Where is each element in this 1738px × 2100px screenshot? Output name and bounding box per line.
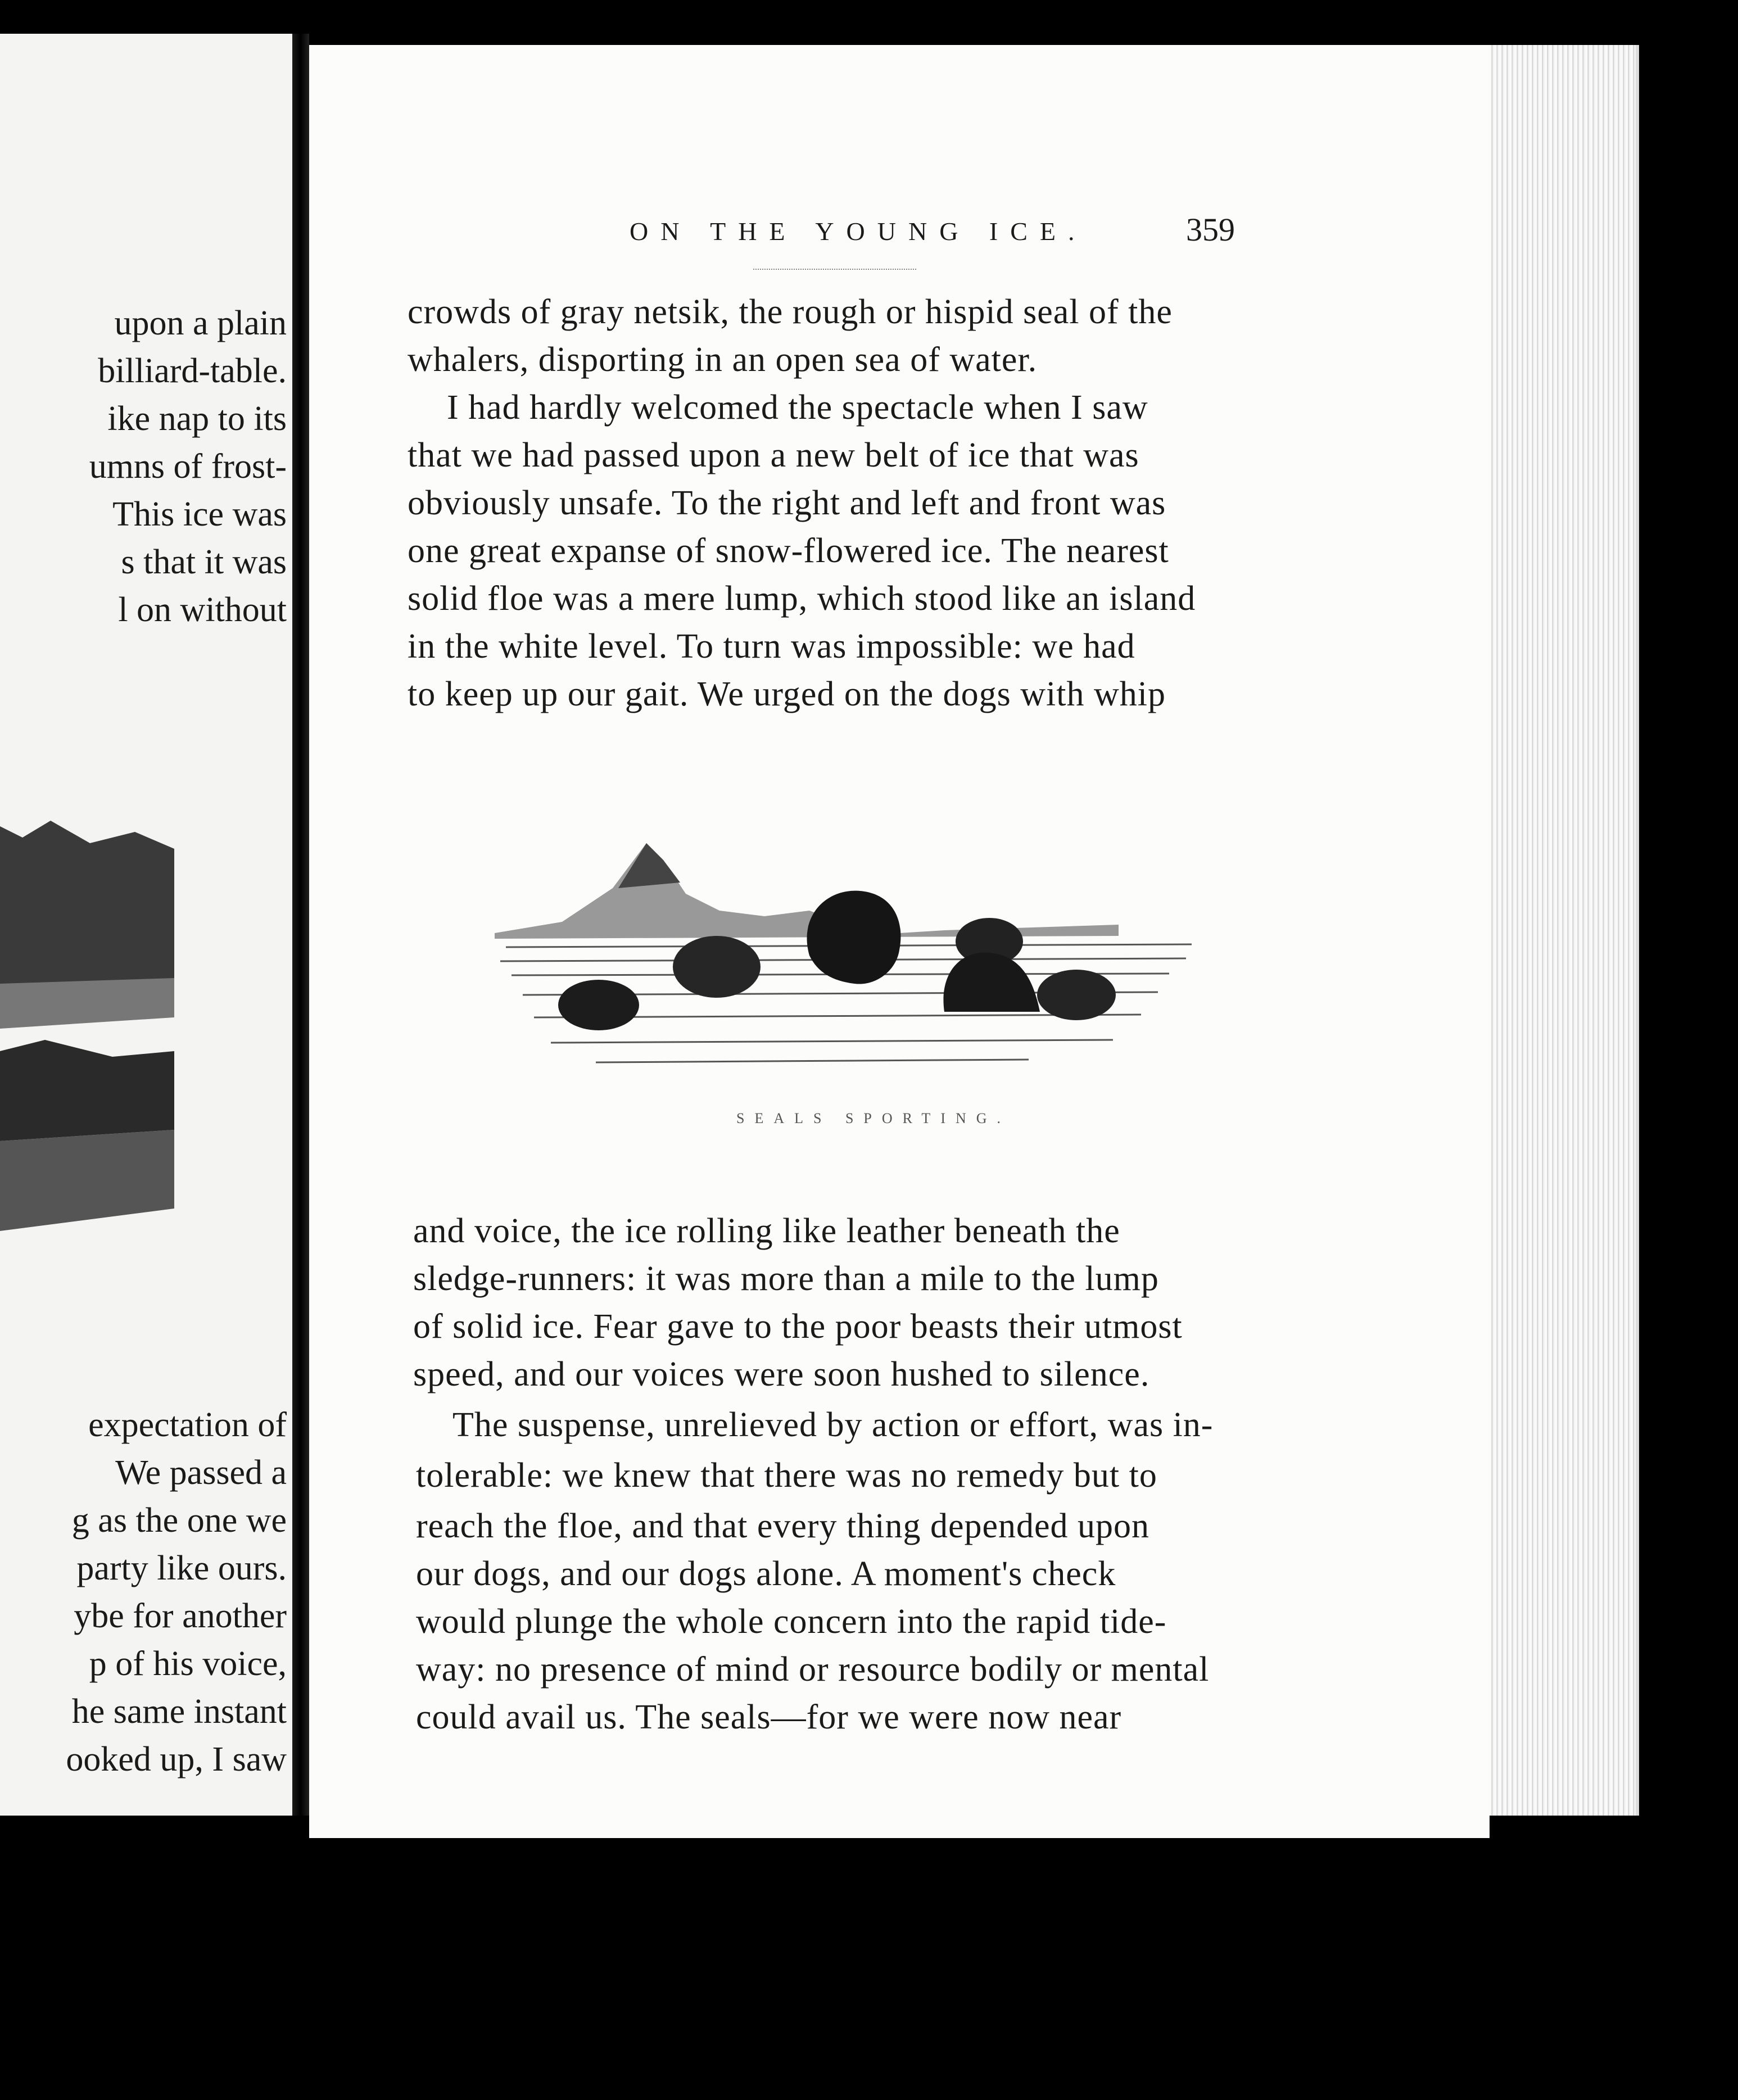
page-number: 359 [1186,211,1235,248]
seals-sporting-engraving [495,826,1197,1090]
left-text-line: expectation of [88,1406,287,1444]
body-text-line: whalers, disporting in an open sea of water. [408,341,1038,379]
left-page [0,34,292,1816]
body-text-line: of solid ice. Fear gave to the poor beasts their utmost [413,1307,1183,1346]
book-gutter [292,34,309,1816]
body-text-line: our dogs, and our dogs alone. A moment's check [416,1555,1116,1593]
body-text-line: The suspense, unrelieved by action or effort, was in- [452,1406,1214,1444]
left-text-line: upon a plain [114,304,287,342]
body-text-line: and voice, the ice rolling like leather beneath the [413,1212,1120,1250]
body-text-line: way: no presence of mind or resource bodily or mental [416,1650,1210,1689]
left-text-line: p of his voice, [89,1645,287,1683]
page-edges [1490,45,1639,1816]
body-text-line: in the white level. To turn was impossible: we had [408,627,1135,666]
left-text-line: This ice was [112,495,287,533]
left-text-line: billiard-table. [98,352,287,390]
illustration-caption: SEALS SPORTING. [736,1110,1011,1126]
left-text-line: l on without [118,591,287,629]
left-text-line: g as the one we [71,1501,287,1540]
left-text-line: he same instant [71,1692,287,1731]
running-head: ON THE YOUNG ICE. [630,217,1087,246]
left-text-line: party like ours. [76,1549,287,1587]
left-text-line: ike nap to its [107,400,287,438]
left-text-line: s that it was [121,543,287,581]
left-text-line: ooked up, I saw [66,1740,287,1778]
body-text-line: would plunge the whole concern into the rapid tide- [416,1603,1167,1641]
body-text-line: I had hardly welcomed the spectacle when I saw [447,388,1148,427]
body-text-line: that we had passed upon a new belt of ice that was [408,436,1139,474]
body-text-line: sledge-runners: it was more than a mile to the lump [413,1260,1159,1298]
left-engraving-fragment [0,815,174,1253]
body-text-line: reach the floe, and that every thing depended upon [416,1507,1150,1545]
body-text-line: one great expanse of snow-flowered ice. The nearest [408,532,1169,570]
left-text-line: umns of frost- [89,447,287,486]
header-rule [753,269,916,270]
body-text-line: obviously unsafe. To the right and left and front was [408,484,1166,522]
body-text-line: speed, and our voices were soon hushed to silence. [413,1355,1150,1393]
body-text-line: crowds of gray netsik, the rough or hispid seal of the [408,293,1173,331]
left-text-line: ybe for another [74,1597,287,1635]
body-text-line: tolerable: we knew that there was no remedy but to [416,1456,1157,1495]
left-text-line: We passed a [115,1454,287,1492]
body-text-line: to keep up our gait. We urged on the dogs with whip [408,675,1166,713]
body-text-line: could avail us. The seals—for we were now near [416,1698,1122,1736]
body-text-line: solid floe was a mere lump, which stood like an island [408,580,1196,618]
